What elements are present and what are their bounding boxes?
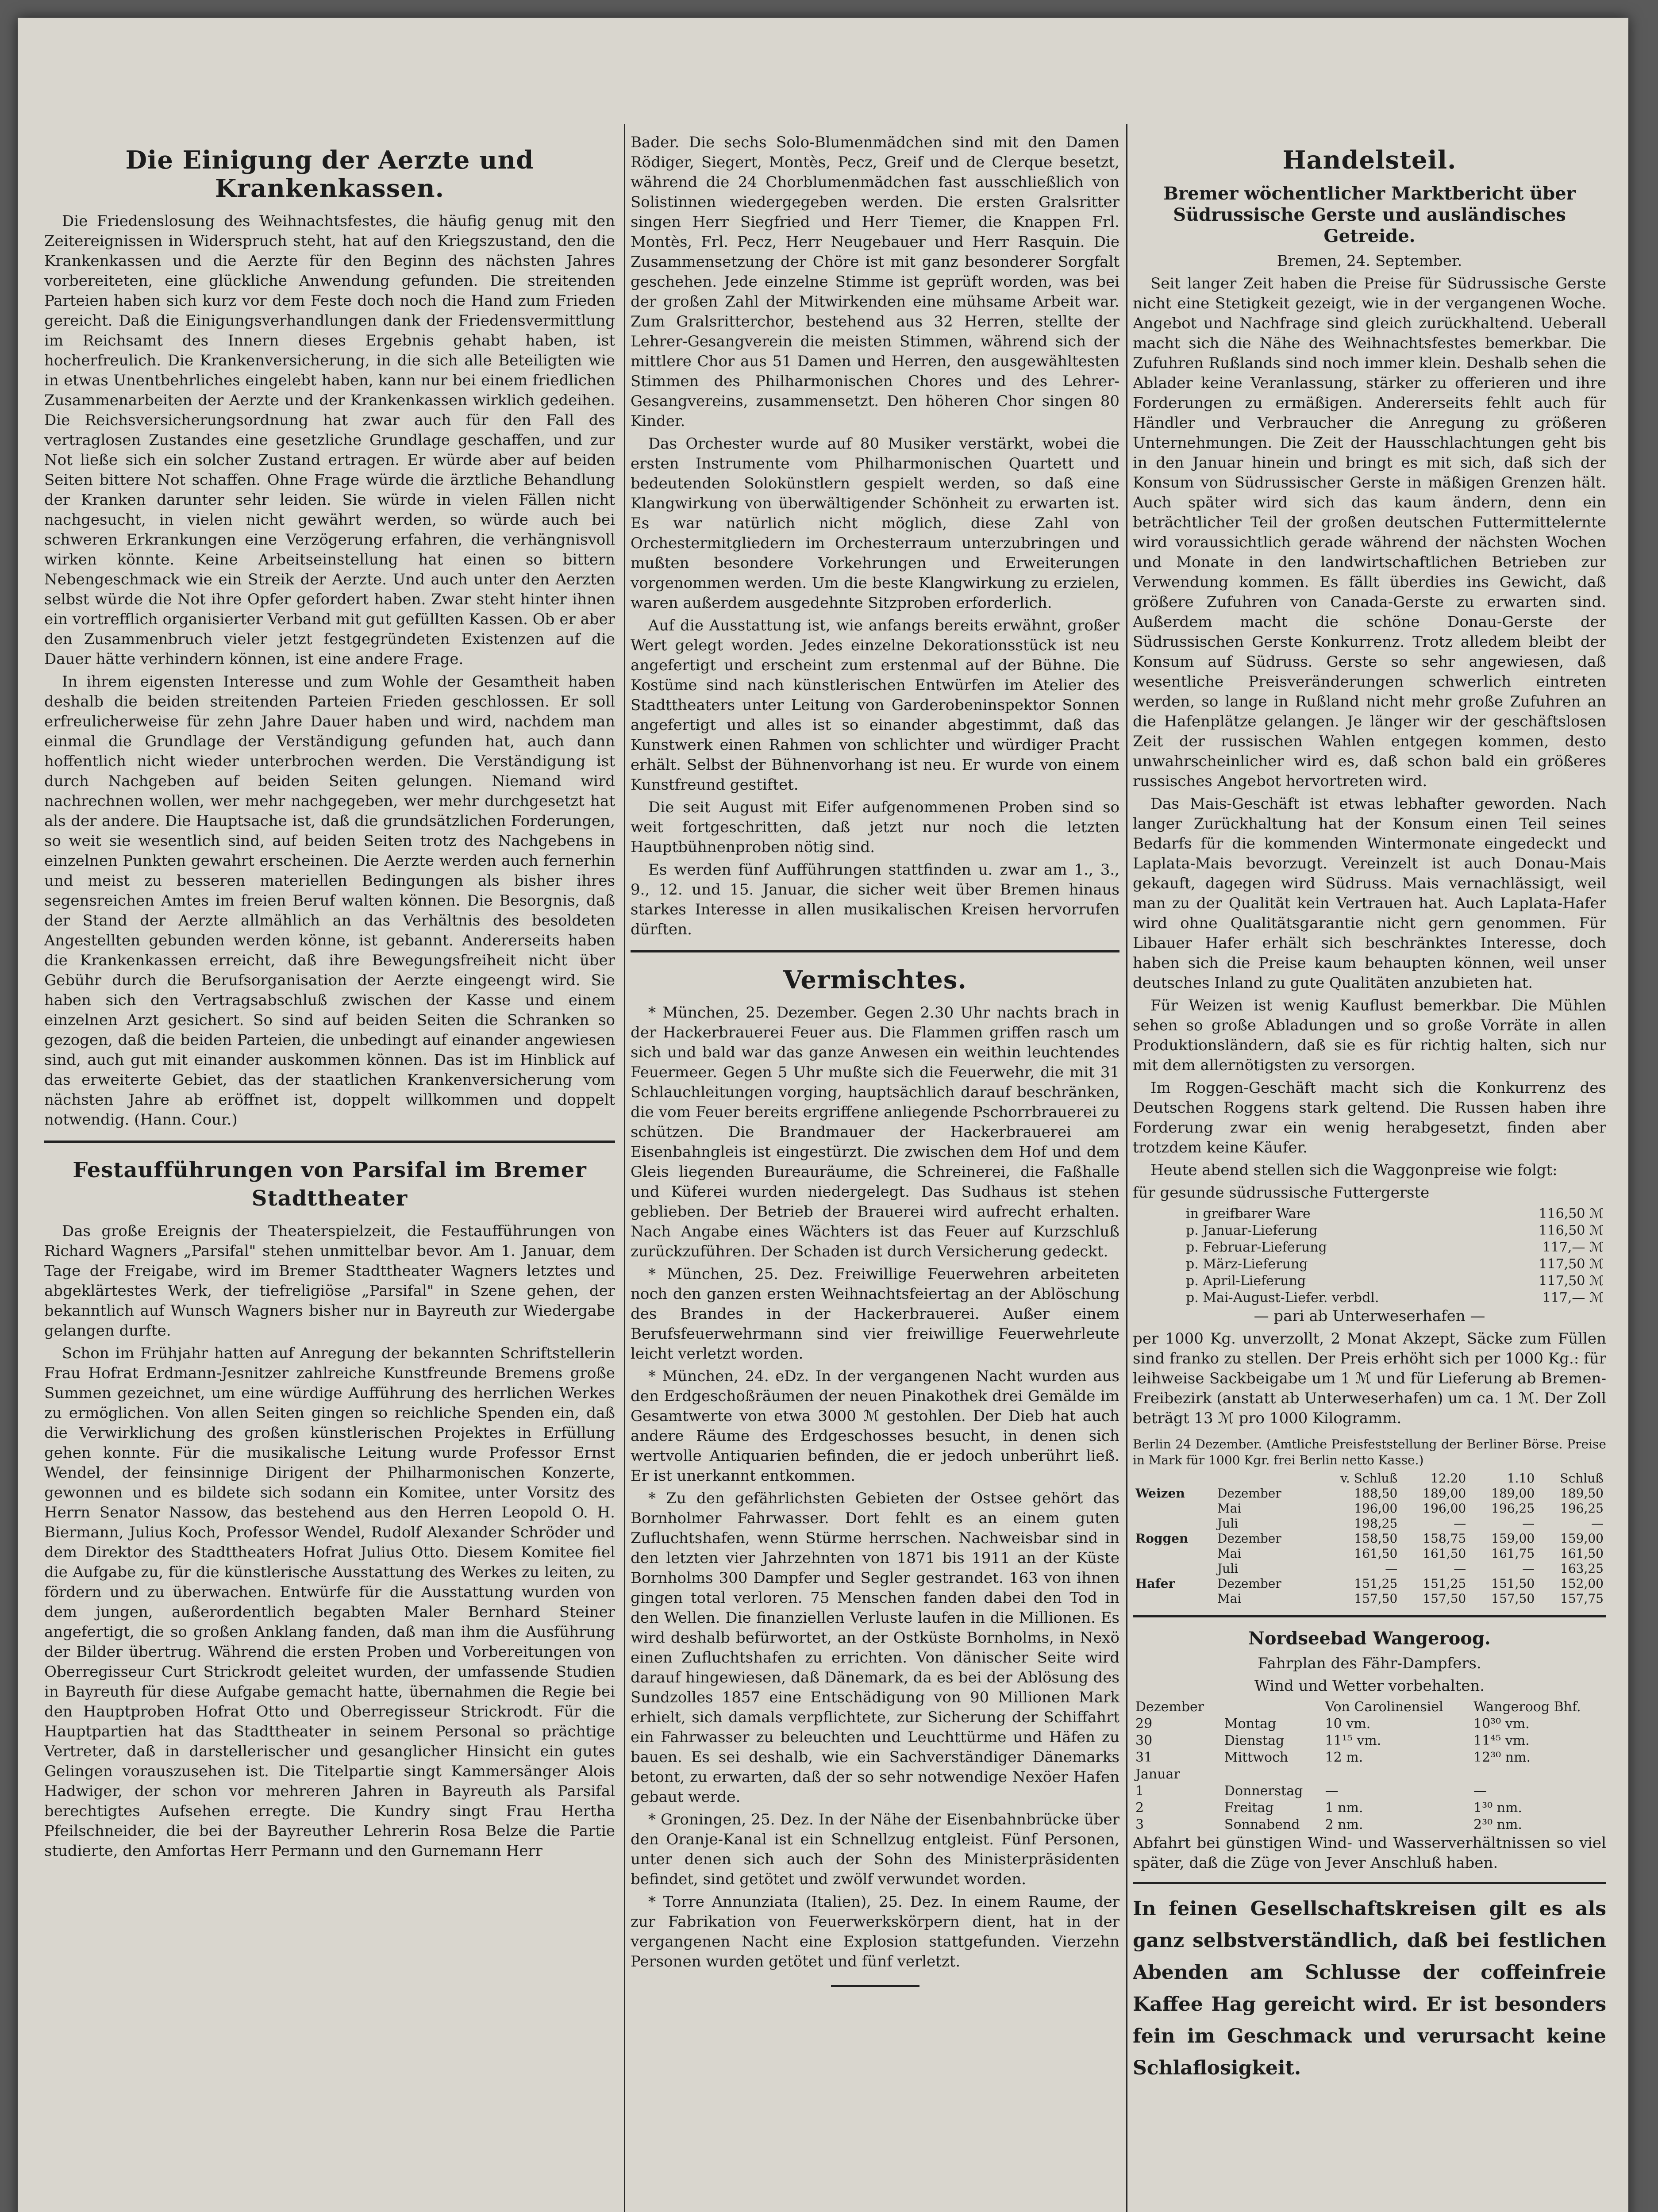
- price-label: p. Februar-Lieferung: [1186, 1240, 1327, 1255]
- berlin-cell: Roggen: [1135, 1531, 1189, 1546]
- ferry-cell: 10³⁰ vm.: [1473, 1716, 1530, 1732]
- berlin-cell: 188,50: [1354, 1486, 1398, 1501]
- price-row: [1133, 1256, 1606, 1273]
- berlin-cell: —: [1522, 1561, 1535, 1576]
- ferry-cell: Montag: [1224, 1716, 1277, 1732]
- ferry-cell: Januar: [1135, 1767, 1180, 1782]
- column-rule: [1126, 124, 1127, 2212]
- berlin-cell: 161,50: [1354, 1546, 1398, 1561]
- ferry-row: [1133, 1766, 1606, 1783]
- berlin-column-header: Schluß: [1560, 1471, 1604, 1486]
- ferry-cell: Mittwoch: [1224, 1750, 1289, 1765]
- berlin-cell: 158,75: [1423, 1531, 1466, 1546]
- price-row: [1133, 1239, 1606, 1256]
- ferry-note: Abfahrt bei günstigen Wind- und Wasserverhältnissen so viel später, daß die Züge von Jever Anschluß haben.: [1133, 1834, 1606, 1872]
- berlin-cell: 157,50: [1423, 1591, 1466, 1606]
- berlin-cell: 189,00: [1423, 1486, 1466, 1501]
- price-value: 116,50 ℳ: [1539, 1206, 1604, 1221]
- ferry-cell: Sonnabend: [1224, 1817, 1300, 1832]
- berlin-cell: —: [1522, 1516, 1535, 1531]
- price-row: [1133, 1273, 1606, 1290]
- berlin-cell: 161,75: [1491, 1546, 1535, 1561]
- berlin-cell: 151,50: [1491, 1576, 1535, 1591]
- berlin-cell: 196,25: [1491, 1501, 1535, 1516]
- ferry-column-header: [1222, 1699, 1323, 1716]
- price-row: [1133, 1222, 1606, 1239]
- price-row: [1133, 1206, 1606, 1222]
- column-3: [1133, 133, 1606, 2199]
- ferry-row: [1133, 1783, 1606, 1800]
- section-heading-vermischtes: Vermischtes.: [783, 965, 967, 995]
- berlin-cell: 196,00: [1423, 1501, 1466, 1516]
- ferry-subtitle: Wind und Wetter vorbehalten.: [1254, 1677, 1485, 1695]
- berlin-cell: Dezember: [1217, 1531, 1281, 1546]
- advertisement-kaffee-hag: In feinen Gesellschaftskreisen gilt es als ganz selbstverständlich, daß bei festlichen Abenden am Schlusse der coffeinfreie Kaffee Hag gereicht wird. Er ist besonders fein im Geschmack und verursacht keine Schlaflosigkeit.: [1133, 1897, 1606, 2079]
- column-1: [44, 133, 615, 2199]
- price-label: p. März-Lieferung: [1186, 1256, 1308, 1272]
- article-paragraph: Bader. Die sechs Solo-Blumenmädchen sind mit den Damen Rödiger, Siegert, Montès, Pecz, Greif und de Clerque besetzt, während die 24 Chorblumenmädchen fast ausschließlich von Solistinnen wiedergegeben werden. Die ersten Gralsritter singen Herr Siegfried und Herr Tiemer, die Knappen Frl. Montès, Frl. Pecz, Herr Neugebauer und Herr Rasquin. Die Zusammensetzung der Chöre ist mit ganz besonderer Sorgfalt geschehen. Jede einzelne Stimme ist geprüft worden, was bei der großen Zahl der Mitwirkenden eine mühsame Arbeit war. Zum Gralsritterchor, bestehend aus 32 Herren, stellte der Lehrer-Gesangverein die meisten Stimmen, während sich der mittlere Chor aus 51 Damen und Herren, den ausgewähltesten Stimmen des Philharmonischen Chores und des Lehrer-Gesangvereins, zusammensetzt. Den höheren Chor singen 80 Kinder.: [631, 134, 1119, 430]
- berlin-cell: 152,00: [1560, 1576, 1604, 1591]
- article-paragraph: Es werden fünf Aufführungen stattfinden u. zwar am 1., 3., 9., 12. und 15. Januar, die sicher weit über Bremen hinaus starkes Interesse in allen musikalischen Kreisen hervorrufen dürften.: [631, 861, 1119, 938]
- price-value: 117,50 ℳ: [1539, 1273, 1604, 1289]
- berlin-cell: Mai: [1217, 1591, 1242, 1606]
- berlin-column-header: [1133, 1471, 1215, 1486]
- berlin-cell: 161,50: [1423, 1546, 1466, 1561]
- berlin-cell: 159,00: [1491, 1531, 1535, 1546]
- berlin-column-header: v. Schluß: [1340, 1471, 1398, 1486]
- price-table: [1133, 1206, 1606, 1306]
- berlin-row: [1133, 1531, 1606, 1546]
- berlin-cell: [1133, 1546, 1215, 1561]
- price-label: p. Mai-August-Liefer. verbdl.: [1186, 1290, 1379, 1306]
- ferry-cell: 1 nm.: [1325, 1800, 1363, 1816]
- berlin-row: [1133, 1576, 1606, 1591]
- berlin-cell: Juli: [1217, 1561, 1239, 1576]
- article-paragraph: Auf die Ausstattung ist, wie anfangs bereits erwähnt, großer Wert gelegt worden. Jedes einzelne Dekorationsstück ist neu angefertigt und erscheint zum erstenmal auf der Bühne. Die Kostüme sind nach künstlerischen Entwürfen im Atelier des Stadttheaters unter Leitung von Garderobeninspektor Sonnen angefertigt und alles ist so einander abgestimmt, daß das Kunstwerk einen Rahmen von schlichter und würdiger Pracht erhält. Selbst der Bühnenvorhang ist neu. Er wurde von einem Kunstfreund gestiftet.: [631, 617, 1119, 794]
- article-paragraph: Die Friedenslosung des Weihnachtsfestes, die häufig genug mit den Zeitereignissen in Widerspruch steht, hat auf den Kriegszustand, den die Krankenkassen und die Aerzte für den Beginn des nächsten Jahres vorbereiteten, eine glückliche Anwendung gefunden. Die streitenden Parteien haben sich kurz vor dem Feste doch noch die Hand zum Frieden gereicht. Daß die Einigungsverhandlungen dank der Friedensvermittlung im Reichsamt des Innern dieses Ergebnis gehabt haben, ist hocherfreulich. Die Krankenversicherung, in die sich alle Beteiligten wie in etwas Unentbehrliches eingelebt haben, kann nur bei einem friedlichen Zusammenarbeiten der Aerzte und der Krankenkassen wirklich gedeihen. Die Reichsversicherungsordnung hat zwar auch für den Fall des vertraglosen Zustandes eine gesetzliche Grundlage geschaffen, und zur Not ließe sich ein solcher Zustand ertragen. Er würde aber auf beiden Seiten bittere Not schaffen. Ohne Frage würde die ärztliche Behandlung der Kranken darunter sehr leiden. Sie würde in vielen Fällen nicht nachgesucht, in vielen nicht gewährt werden, so würde auch bei schweren Erkrankungen eine Verzögerung erfahren, die verhängnisvoll wirken könnte. Keine Arbeitseinstellung hat einen so bittern Nebengeschmack wie ein Streik der Aerzte. Und auch unter den Aerzten selbst würde die Not ihre Opfer gefordert haben. Zwar steht hinter ihnen ein vortrefflich organisierter Verband mit gut gefüllten Kassen. Ob er aber den Zusammenbruch vieler jetzt festgegründeten Existenzen auf die Dauer hätte verhindern können, ist eine andere Frage.: [44, 212, 615, 668]
- berlin-cell: Mai: [1217, 1501, 1242, 1516]
- ferry-cell: 2: [1135, 1800, 1144, 1816]
- berlin-cell: 189,50: [1560, 1486, 1604, 1501]
- berlin-cell: [1133, 1501, 1215, 1516]
- ferry-row: [1133, 1732, 1606, 1749]
- news-item: * Groningen, 25. Dez. In der Nähe der Eisenbahnbrücke über den Oranje-Kanal ist ein Schnellzug entgleist. Fünf Personen, unter denen sich auch der Sohn des Ministerpräsidenten befindet, sind getötet und zwölf verwundet worden.: [631, 1811, 1119, 1888]
- ferry-cell: [1471, 1766, 1606, 1783]
- berlin-cell: 157,50: [1491, 1591, 1535, 1606]
- news-item: * Zu den gefährlichsten Gebieten der Ostsee gehört das Bornholmer Fahrwasser. Dort fehlt es an einem guten Zufluchtshafen, wenn Stürme herrschen. Nachweisbar sind in den letzten vier Jahrzehnten von 1871 bis 1911 an der Küste Bornholms 300 Dampfer und Segler gestrandet. 163 von ihnen gingen total verloren. 75 Menschen fanden dabei den Tod in den Wellen. Die finanziellen Verluste laufen in die Millionen. Es wird deshalb befürwortet, an der Ostküste Bornholms, in Nexö einen Zufluchtshafen zu errichten. Von dänischer Seite wird darauf hingewiesen, daß Dänemark, da es bei der Ablösung des Sundzolles 1857 eine Entschädigung von 90 Millionen Mark erhielt, sich damals verpflichtete, zur Sicherung der Schiffahrt ein Fahrwasser zu beleuchten und Leuchttürme und Häfen zu bauen. Es sei deshalb, wie ein Sachverständiger Dänemarks betont, zu erwarten, daß der so sehr notwendige Nexöer Hafen gebaut werde.: [631, 1490, 1119, 1806]
- ferry-row: [1133, 1749, 1606, 1766]
- ferry-cell: 12 m.: [1325, 1750, 1363, 1765]
- news-item: * München, 25. Dez. Freiwillige Feuerwehren arbeiteten noch den ganzen ersten Weihnachtsfeiertag an der Ablöschung des Brandes in der Hackerbrauerei. Außer einem Berufsfeuerwehrmann sind vier freiwillige Feuerwehrleute leicht verletzt worden.: [631, 1265, 1119, 1363]
- price-label: p. April-Lieferung: [1186, 1273, 1306, 1289]
- article-heading-aerzte: Die Einigung der Aerzte und Krankenkassen.: [125, 146, 534, 203]
- ferry-cell: 10 vm.: [1325, 1716, 1371, 1732]
- berlin-cell: —: [1591, 1516, 1604, 1531]
- article-paragraph: Für Weizen ist wenig Kauflust bemerkbar. Die Mühlen sehen so große Abladungen und so große Vorräte in allen Produktionsländern, daß sie es für richtig halten, sich nur mit dem allernötigsten zu versorgen.: [1133, 997, 1606, 1074]
- dateline: Bremen, 24. September.: [1277, 252, 1462, 270]
- berlin-exchange-heading: Berlin 24 Dezember. (Amtliche Preisfeststellung der Berliner Börse. Preise in Mark für 1000 Kgr. frei Berlin netto Kasse.): [1133, 1437, 1606, 1467]
- market-report-heading: Bremer wöchentlicher Marktbericht über Südrussische Gerste und ausländisches Getreide.: [1163, 183, 1576, 246]
- article-paragraph: für gesunde südrussische Futtergerste: [1133, 1184, 1430, 1202]
- article-paragraph: Die seit August mit Eifer aufgenommenen Proben sind so weit fortgeschritten, daß jetzt nur noch die letzten Hauptbühnenproben nötig sind.: [631, 799, 1119, 856]
- ferry-row: [1133, 1816, 1606, 1833]
- section-heading-handelsteil: Handelsteil.: [1282, 146, 1457, 175]
- ferry-cell: 2³⁰ nm.: [1473, 1817, 1522, 1832]
- berlin-cell: 161,50: [1560, 1546, 1604, 1561]
- berlin-cell: [1133, 1561, 1215, 1576]
- berlin-cell: —: [1385, 1561, 1398, 1576]
- berlin-cell: 157,75: [1560, 1591, 1604, 1606]
- price-label: in greifbarer Ware: [1186, 1206, 1311, 1221]
- ferry-cell: 29: [1135, 1716, 1153, 1732]
- ferry-row: [1133, 1800, 1606, 1816]
- ferry-schedule: [1133, 1615, 1606, 1884]
- berlin-row: [1133, 1591, 1606, 1606]
- ferry-subtitle: Fahrplan des Fähr-Dampfers.: [1258, 1655, 1481, 1672]
- price-value: 117,— ℳ: [1542, 1240, 1604, 1255]
- ferry-cell: 3: [1135, 1817, 1144, 1832]
- berlin-row: [1133, 1546, 1606, 1561]
- price-value: 116,50 ℳ: [1539, 1223, 1604, 1238]
- article-paragraph: per 1000 Kg. unverzollt, 2 Monat Akzept, Säcke zum Füllen sind franko zu stellen. Der Preis erhöht sich per 1000 Kg.: für leihweise Sackbeigabe um 1 ℳ und für Lieferung ab Bremen-Freibezirk (anstatt ab Unterweserhafen) um ca. 1 ℳ. Der Zoll beträgt 13 ℳ pro 1000 Kilogramm.: [1133, 1330, 1606, 1427]
- news-item: * Torre Annunziata (Italien), 25. Dez. In einem Raume, der zur Fabrikation von Feuerwerkskörpern dient, hat in der vergangenen Nacht eine Explosion stattgefunden. Vierzehn Personen wurden getötet und fünf verletzt.: [631, 1893, 1119, 1970]
- column-2: [631, 133, 1119, 2199]
- ferry-title: Nordseebad Wangeroog.: [1248, 1628, 1491, 1649]
- price-row: [1133, 1290, 1606, 1306]
- article-paragraph: Das große Ereignis der Theaterspielzeit, die Festaufführungen von Richard Wagners „Parsifal" stehen unmittelbar bevor. Am 1. Januar, dem Tage der Freigabe, wird im Bremer Stadttheater Wagners letztes und abgeklärtestes Werk, der tiefreligiöse „Parsifal" in Szene gehen, der bekanntlich auf Wunsch Wagners bisher nur in Bayreuth zur Wiedergabe gelangen durfte.: [44, 1222, 615, 1340]
- ferry-cell: 11⁴⁵ vm.: [1473, 1733, 1530, 1748]
- article-paragraph: Heute abend stellen sich die Waggonpreise wie folgt:: [1150, 1161, 1558, 1179]
- berlin-cell: 151,25: [1354, 1576, 1398, 1591]
- ferry-cell: 1³⁰ nm.: [1473, 1800, 1522, 1816]
- berlin-row: [1133, 1516, 1606, 1531]
- berlin-row: [1133, 1561, 1606, 1576]
- berlin-cell: —: [1454, 1561, 1466, 1576]
- price-label: p. Januar-Lieferung: [1186, 1223, 1318, 1238]
- article-paragraph: Das Orchester wurde auf 80 Musiker verstärkt, wobei die ersten Instrumente vom Philharmonischen Quartett und bedeutenden Solokünstlern gespielt werden, so daß eine Klangwirkung von überwältigender Schönheit zu erwarten ist. Es war natürlich nicht möglich, diese Zahl von Orchestermitgliedern im Orchesterraum unterzubringen und mußten besondere Vorkehrungen und Erweiterungen vorgenommen werden. Um die beste Klangwirkung zu erzielen, waren außerdem ausgedehnte Sitzproben erforderlich.: [631, 435, 1119, 612]
- berlin-cell: Hafer: [1135, 1576, 1175, 1591]
- article-paragraph: In ihrem eigensten Interesse und zum Wohle der Gesamtheit haben deshalb die beiden streitenden Parteien Frieden geschlossen. Er soll erfreulicherweise für zehn Jahre Dauer haben und wird, nachdem man einmal die Grundlage der Verständigung gefunden hat, auch dann hoffentlich nicht wieder unterbrochen werden. Die Verständigung ist durch Nachgeben auf beiden Seiten gelungen. Niemand wird nachrechnen wollen, wer mehr nachgegeben, wer mehr durchgesetzt hat als der andere. Die Hauptsache ist, daß die grundsätzlichen Forderungen, so weit sie wesentlich sind, auf beiden Seiten trotz des Nachgebens in einzelnen Punkten gewahrt erscheinen. Die Aerzte werden auch fernerhin und meist zu besseren materiellen Bedingungen als bisher ihres segensreichen Amtes im freien Beruf walten können. Die Besorgnis, daß der Stand der Aerzte allmählich an das Verhältnis des besoldeten Angestellten gebunden werden könne, ist gebannt. Andererseits haben die Krankenkassen erreicht, daß ihre Bewegungsfreiheit nicht über Gebühr durch die Berufsorganisation der Aerzte eingeengt wird. Sie haben sich den Vertragsabschluß zwischen der Kasse und einem einzelnen Arzt gesichert. So sind auf beiden Seiten die Schranken so gezogen, daß die beiden Parteien, die unbedingt auf einander angewiesen sind, auch gut mit einander auskommen können. Das ist im Hinblick auf das erweiterte Gebiet, das der staatlichen Krankenversicherung vom nächsten Jahre ab eröffnet ist, doppelt willkommen und doppelt notwendig. (Hann. Cour.): [44, 673, 615, 1129]
- berlin-cell: 189,00: [1491, 1486, 1535, 1501]
- ferry-cell: 12³⁰ nm.: [1473, 1750, 1531, 1765]
- article-paragraph: Seit langer Zeit haben die Preise für Südrussische Gerste nicht eine Stetigkeit gezeigt, wie in der vergangenen Woche. Angebot und Nachfrage sind gleich zurückhaltend. Ueberall macht sich die Nähe des Weihnachtsfestes bemerkbar. Die Zufuhren Rußlands sind noch immer klein. Deshalb sehen die Ablader keine Veranlassung, stärker zu offerieren und ihre Forderungen zu ermäßigen. Andererseits fehlt auch für Händler und Verbraucher die Anregung zu größeren Unternehmungen. Die Zeit der Hausschlachtungen geht bis in den Januar hinein und bringt es mit sich, daß sich der Konsum von Südrussischer Gerste in mäßigen Grenzen hält. Auch später wird sich das kaum ändern, denn ein beträchtlicher Teil der großen deutschen Futtermittelernte wird voraussichtlich gerade während der nächsten Wochen und Monate in den landwirtschaftlichen Betrieben zur Verwendung kommen. Es fällt überdies ins Gewicht, daß größere Zufuhren von Canada-Gerste zu erwarten sind. Außerdem macht die schöne Donau-Gerste der Südrussischen Gerste Konkurrenz. Trotz alledem bleibt der Konsum auf Südruss. Gerste so sehr angewiesen, daß wesentliche Preisveränderungen schwerlich eintreten werden, so lange in Rußland nicht mehr große Zufuhren an die Hafenplätze gelangen. Je länger wir der geschäftslosen Zeit der russischen Wahlen entgegen kommen, desto unwahrscheinlicher wird es, daß schon bald ein größeres russisches Angebot hervortreten wird.: [1133, 275, 1606, 790]
- pari-note: — pari ab Unterweserhafen —: [1254, 1307, 1485, 1325]
- berlin-cell: 196,00: [1354, 1501, 1398, 1516]
- ferry-cell: [1323, 1766, 1471, 1783]
- berlin-cell: [1133, 1591, 1215, 1606]
- ferry-cell: —: [1325, 1783, 1339, 1799]
- berlin-column-header: [1215, 1471, 1312, 1486]
- ferry-cell: [1222, 1766, 1323, 1783]
- ferry-column-header: Dezember: [1135, 1699, 1204, 1715]
- price-value: 117,— ℳ: [1542, 1290, 1604, 1306]
- section-rule: [631, 950, 1119, 952]
- berlin-cell: Dezember: [1217, 1486, 1281, 1501]
- berlin-cell: [1133, 1516, 1215, 1531]
- article-paragraph: Schon im Frühjahr hatten auf Anregung der bekannten Schriftstellerin Frau Hofrat Erdmann-Jesnitzer zahlreiche Kunstfreunde Bremens große Summen gezeichnet, um eine würdige Aufführung des herrlichen Werkes zu ermöglichen. Von allen Seiten gingen so reichliche Spenden ein, daß die Verwirklichung des großen künstlerischen Projektes in Erfüllung gehen konnte. Für die musikalische Leitung wurde Professor Ernst Wendel, der feinsinnige Dirigent der Philharmonischen Konzerte, gewonnen und es bildete sich sodann ein Komitee, unter Vorsitz des Herrn Senator Nassow, das bestehend aus den Herren Leopold O. H. Biermann, Julius Koch, Professor Wendel, Rudolf Alexander Schröder und dem Direktor des Stadttheaters Hofrat Julius Otto. Diesem Komitee fiel die Aufgabe zu, für die künstlerische Ausstattung des Werkes zu leiten, zu fördern und zu überwachen. Entwürfe für die Ausstattung wurden von dem jungen, außerordentlich begabten Maler Bernhard Steiner angefertigt, die so großen Anklang fanden, daß man ihm die Ausführung der Bilder übertrug. Während die ersten Proben und Vorbereitungen von Oberregisseur Curt Strickrodt geleitet wurden, der umfassende Studien in Bayreuth für diese Aufgabe gemacht hatte, übernahmen die Regie bei den Hauptproben Hofrat Otto und Oberregisseur Strickrodt. Für die Hauptpartien hat das Stadttheater in seinem Personal so prächtige Vertreter, daß in darstellerischer und gesanglicher Hinsicht ein gutes Gelingen vorauszusehen ist. Die Titelpartie singt Kammersänger Alois Hadwiger, der schon vor mehreren Jahren in Bayreuth als Parsifal berechtigtes Aufsehen erregte. Die Kundry singt Frau Hertha Pfeilschneider, die bei der Bayreuther Lehrerin Rosa Belze die Partie studierte, den Amfortas Herr Permann und den Gurnemann Herr: [44, 1344, 615, 1860]
- berlin-cell: —: [1454, 1516, 1466, 1531]
- article-paragraph: Im Roggen-Geschäft macht sich die Konkurrenz des Deutschen Roggens stark geltend. Die Russen haben ihre Forderung zwar ein wenig herabgesetzt, finden aber trotzdem keine Käufer.: [1133, 1079, 1606, 1156]
- berlin-cell: Mai: [1217, 1546, 1242, 1561]
- ferry-row: [1133, 1716, 1606, 1732]
- ferry-cell: 31: [1135, 1750, 1153, 1765]
- ferry-cell: Freitag: [1224, 1800, 1274, 1816]
- price-value: 117,50 ℳ: [1539, 1256, 1604, 1272]
- column-rule: [624, 124, 625, 2212]
- ferry-cell: 11¹⁵ vm.: [1325, 1733, 1381, 1748]
- ferry-column-header: Wangeroog Bhf.: [1473, 1699, 1581, 1715]
- berlin-cell: 158,50: [1354, 1531, 1398, 1546]
- ferry-cell: Donnerstag: [1224, 1783, 1303, 1799]
- berlin-cell: 151,25: [1423, 1576, 1466, 1591]
- ferry-cell: Dienstag: [1224, 1733, 1285, 1748]
- news-item: * München, 25. Dezember. Gegen 2.30 Uhr nachts brach in der Hackerbrauerei Feuer aus. Die Flammen griffen rasch um sich und bald war das ganze Anwesen ein weithin leuchtendes Feuermeer. Gegen 5 Uhr mußte sich die Feuerwehr, die mit 31 Schlauchleitungen vorging, hauptsächlich darauf beschränken, die vom Feuer bereits ergriffene anliegende Pschorrbrauerei zu schützen. Die Brandmauer der Hackerbrauerei am Eisenbahngleis ist eingestürzt. Die zwischen dem Hof und dem Gleis liegenden Bureauräume, die Schreinerei, die Faßhalle und Küferei wurden niedergelegt. Das Sudhaus ist stehen geblieben. Der Betrieb der Brauerei wird aufrecht erhalten. Nach Angabe eines Wächters ist das Feuer auf Kurzschluß zurückzuführen. Der Schaden ist durch Versicherung gedeckt.: [631, 1004, 1119, 1260]
- news-item: * München, 24. eDz. In der vergangenen Nacht wurden aus den Erdgeschoßräumen der neuen Pinakothek drei Gemälde im Gesamtwerte von etwa 3000 ℳ gestohlen. Der Dieb hat auch andere Räume des Erdgeschosses besucht, in denen sich wertvolle Antiquarien befinden, die er jedoch unberührt ließ. Er ist unerkannt entkommen.: [631, 1367, 1119, 1485]
- berlin-cell: Dezember: [1217, 1576, 1281, 1591]
- ferry-cell: 30: [1135, 1733, 1153, 1748]
- berlin-cell: 163,25: [1560, 1561, 1604, 1576]
- berlin-cell: 196,25: [1560, 1501, 1604, 1516]
- berlin-cell: Juli: [1217, 1516, 1239, 1531]
- ferry-column-header: Von Carolinensiel: [1325, 1699, 1443, 1715]
- section-rule: [44, 1141, 615, 1143]
- berlin-exchange-table: [1133, 1471, 1606, 1606]
- berlin-cell: Weizen: [1135, 1486, 1185, 1501]
- berlin-cell: 198,25: [1354, 1516, 1398, 1531]
- berlin-cell: 157,50: [1354, 1591, 1398, 1606]
- ferry-table: [1133, 1699, 1606, 1833]
- article-paragraph: Das Mais-Geschäft ist etwas lebhafter geworden. Nach langer Zurückhaltung hat der Konsum einen Teil seines Bedarfs für die kommenden Wintermonate eingedeckt und Laplata-Mais bevorzugt. Vereinzelt ist auch Donau-Mais gekauft, dagegen wird Südruss. Mais vernachlässigt, weil man zu der Qualität kein Vertrauen hat. Auch Laplata-Hafer wird ohne Qualitätsgarantie nicht gern genommen. Für Libauer Hafer erhält sich beschränktes Interesse, doch haben sich die Preise kaum behaupten können, weil unser deutsches Inland zu gute Qualitäten anzubieten hat.: [1133, 795, 1606, 992]
- ferry-cell: 2 nm.: [1325, 1817, 1363, 1832]
- berlin-cell: 159,00: [1560, 1531, 1604, 1546]
- newspaper-page: [18, 18, 1628, 2212]
- berlin-row: [1133, 1486, 1606, 1501]
- ferry-cell: 1: [1135, 1783, 1144, 1799]
- ferry-cell: —: [1473, 1783, 1487, 1799]
- berlin-row: [1133, 1501, 1606, 1516]
- end-rule: [831, 1985, 919, 1987]
- berlin-column-header: 1.10: [1507, 1471, 1535, 1486]
- article-heading-parsifal: Festaufführungen von Parsifal im Bremer Stadttheater: [73, 1158, 587, 1211]
- berlin-column-header: 12.20: [1431, 1471, 1466, 1486]
